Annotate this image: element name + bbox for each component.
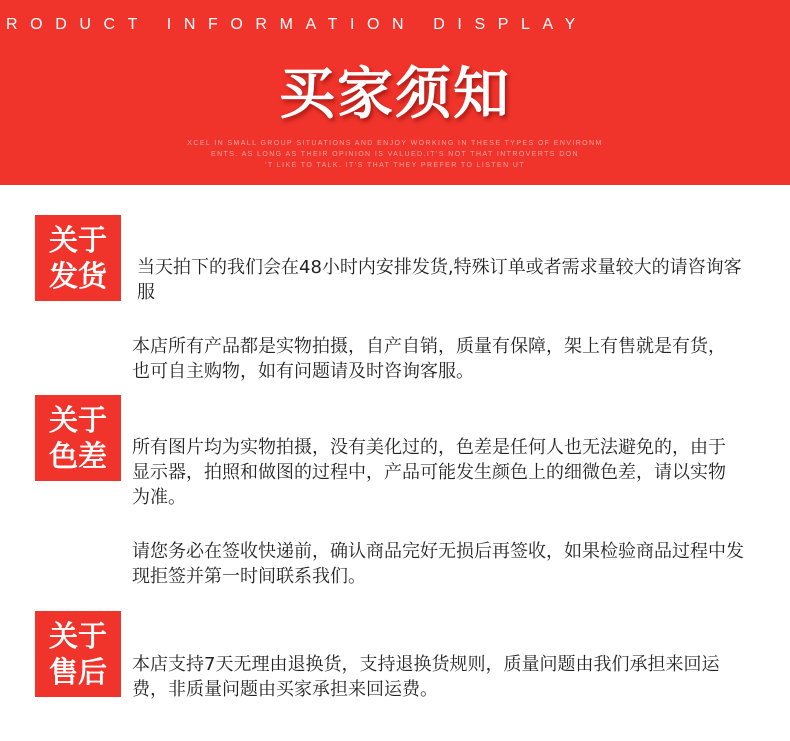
banner-subtitle-line: ENTS. AS LONG AS THEIR OPINION IS VALUED.IT’S NOT THAT INTROVERTS DON [211, 151, 579, 158]
color-difference-badge [35, 395, 121, 481]
badge-line: 关于 [48, 619, 107, 653]
banner-english-text: RODUCT INFORMATION DISPLAY [6, 16, 588, 33]
color-difference-paragraph: 所有图片均为实物拍摄，没有美化过的，色差是任何人也无法避免的，由于显示器，拍照和做图的过程中，产品可能发生颜色上的细微色差，请以实物为准。 [132, 437, 726, 508]
badge-line: 关于 [48, 403, 107, 437]
page-title: 买家须知 [279, 62, 511, 127]
banner-subtitle [0, 138, 790, 171]
after-sales-paragraph: 本店支持7天无理由退换货，支持退换货规则，质量问题由我们承担来回运费，非质量问题由买家承担来回运费。 [132, 654, 720, 700]
after-sales-badge [35, 611, 121, 697]
banner-subtitle-line: XCEL IN SMALL GROUP SITUATIONS AND ENJOY WORKING IN THESE TYPES OF ENVIRONM [187, 140, 603, 147]
badge-line: 色差 [48, 439, 107, 473]
badge-line: 关于 [48, 223, 107, 257]
badge-line: 售后 [48, 655, 107, 689]
header-banner [0, 0, 790, 185]
product-paragraph: 本店所有产品都是实物拍摄，自产自销，质量有保障，架上有售就是有货，也可自主购物，如有问题请及时咨询客服。 [132, 336, 726, 382]
shipping-paragraph: 当天拍下的我们会在48小时内安排发货,特殊订单或者需求量较大的请咨询客服 [137, 257, 742, 303]
signing-paragraph: 请您务必在签收快递前，确认商品完好无损后再签收，如果检验商品过程中发现拒签并第一时间联系我们。 [132, 541, 744, 587]
badge-line: 发货 [48, 259, 107, 293]
banner-subtitle-line: ’T LIKE TO TALK. IT’S THAT THEY PREFER TO LISTEN UT [264, 162, 526, 169]
shipping-badge [35, 215, 121, 301]
